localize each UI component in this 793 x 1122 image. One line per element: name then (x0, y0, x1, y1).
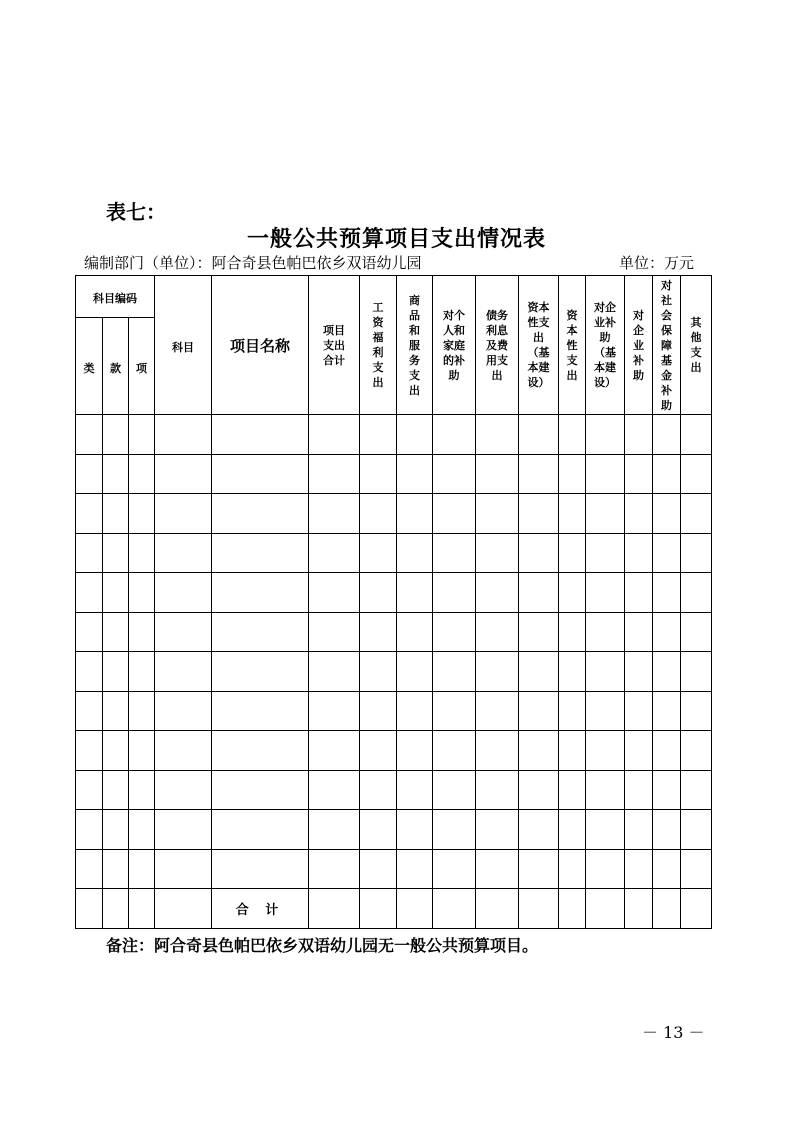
header-subject: 科目 (155, 276, 212, 415)
header-kuan: 款 (103, 318, 129, 415)
header-code-group: 科目编码 (76, 276, 155, 318)
total-label-cell: 合 计 (212, 889, 309, 929)
department-text: 编制部门（单位）：阿合奇县色帕巴依乡双语幼儿园 (84, 254, 422, 272)
header-capital-build: 资本性支出（基本建设） (519, 276, 559, 415)
total-row (76, 889, 712, 929)
table-label: 表七： (106, 200, 166, 224)
header-ent-subsidy-build: 对企业补助（基本建设） (586, 276, 625, 415)
page-title: 一般公共预算项目支出情况表 (246, 226, 546, 252)
budget-table (75, 275, 712, 929)
remark-note: 备注：阿合奇县色帕巴依乡双语幼儿园无一般公共预算项目。 (106, 936, 539, 955)
header-wages: 工资福利支出 (360, 276, 397, 415)
header-project-total: 项目支出合计 (309, 276, 360, 415)
header-lei: 类 (76, 318, 103, 415)
header-project-name: 项目名称 (212, 276, 309, 415)
header-xiang: 项 (129, 318, 155, 415)
header-ent-subsidy: 对企业补助 (625, 276, 653, 415)
header-social-security: 对社会保障基金补助 (653, 276, 681, 415)
header-other: 其他支出 (681, 276, 712, 415)
header-capital: 资本性支出 (559, 276, 586, 415)
header-family: 对个人和家庭的补助 (433, 276, 476, 415)
page-number: － 13 － (642, 1023, 705, 1042)
header-goods: 商品和服务支出 (397, 276, 433, 415)
unit-text: 单位：万元 (618, 254, 694, 272)
header-debt: 债务利息及费用支出 (476, 276, 519, 415)
